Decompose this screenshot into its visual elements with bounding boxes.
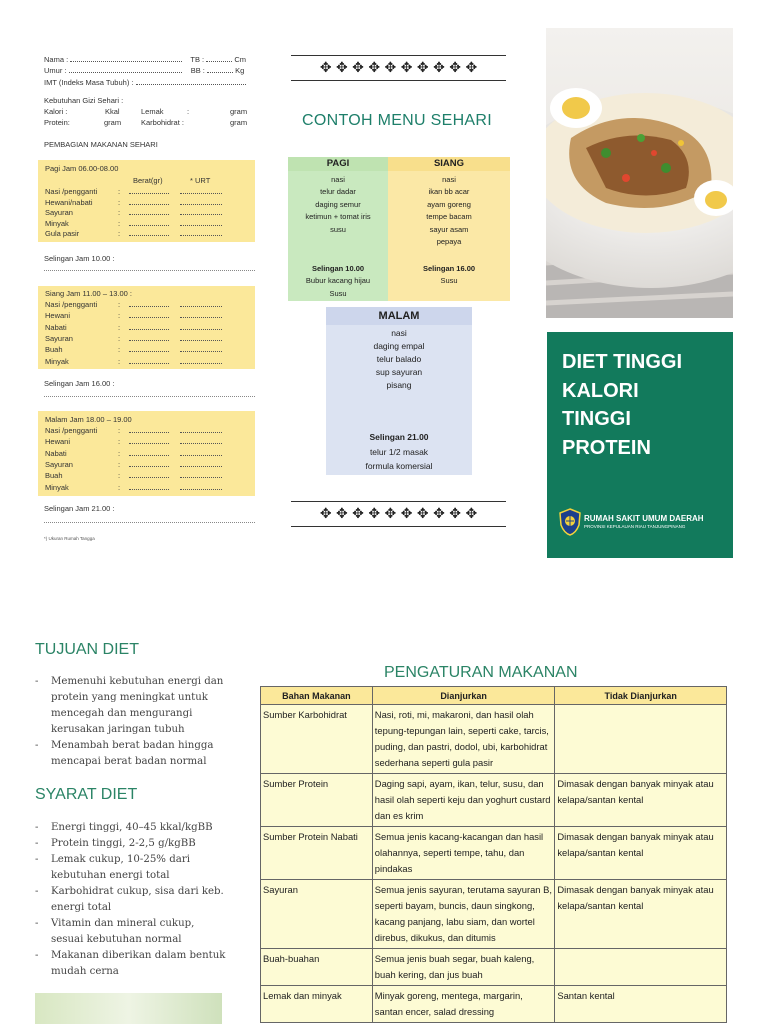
malam-selingan-item: formula komersial <box>365 461 433 471</box>
table-cell: Nasi, roti, mi, makaroni, dan hasil olah tepung-tepungan lain, seperti cake, tarcis, puding, dan pastri, dodol, ubi, karbohidrat sederhana seperti gula pasir <box>372 705 555 774</box>
cover-title-line: DIET TINGGI <box>562 351 682 373</box>
pengaturan-title: PENGATURAN MAKANAN <box>384 664 578 681</box>
table-cell: Semua jenis buah segar, buah kaleng, buah kering, dan jus buah <box>372 949 555 986</box>
table-cell: Sumber Protein Nabati <box>261 827 373 880</box>
siang-item-colon: : <box>118 356 121 366</box>
malam-urt-field[interactable] <box>180 426 222 435</box>
siang-berat-field[interactable] <box>129 357 169 366</box>
siang-urt-field[interactable] <box>180 334 222 343</box>
umur-label: Umur : <box>44 66 67 75</box>
tb-label: TB : <box>190 55 205 64</box>
pagi-urt-field[interactable] <box>180 219 222 228</box>
pagi-item-colon: : <box>118 208 121 217</box>
table-cell: Sayuran <box>261 880 373 949</box>
table-header-cell: Dianjurkan <box>372 687 555 705</box>
selingan-21-field[interactable] <box>44 522 255 523</box>
syarat-title: SYARAT DIET <box>35 786 138 803</box>
ornament-bottom: ✥ ✥ ✥ ✥ ✥ ✥ ✥ ✥ ✥ ✥ <box>291 501 506 527</box>
pagi-menu-list <box>288 174 388 236</box>
malam-item-colon: : <box>118 482 121 492</box>
pagi-berat-field[interactable] <box>129 208 169 217</box>
siang-item-label: Buah <box>45 345 63 355</box>
cover-panel <box>547 332 733 558</box>
table-header-row <box>261 687 727 705</box>
table-cell: Dimasak dengan banyak minyak atau kelapa/santan kental <box>555 774 727 827</box>
pagi-berat-field[interactable] <box>129 198 169 207</box>
malam-berat-field[interactable] <box>129 449 169 458</box>
table-header-cell: Bahan Makanan <box>261 687 373 705</box>
imt-label: IMT (Indeks Masa Tubuh) : <box>44 78 134 87</box>
siang-item-colon: : <box>118 345 121 355</box>
lemak-colon: : <box>187 107 190 116</box>
table-cell: Lemak dan minyak <box>261 986 373 1023</box>
malam-title: Malam Jam 18.00 – 19.00 <box>45 415 132 424</box>
cover-title <box>562 348 682 462</box>
pagi-item-colon: : <box>118 197 121 207</box>
lemak-label: Lemak <box>141 107 164 116</box>
selingan-21-label: Selingan Jam 21.00 : <box>44 504 115 513</box>
malam-item-label: Minyak <box>45 482 69 492</box>
siang-block <box>38 286 255 369</box>
protein-label: Protein: <box>44 118 70 127</box>
table-cell: Dimasak dengan banyak minyak atau kelapa/santan kental <box>555 880 727 949</box>
malam-menu-list <box>326 327 472 392</box>
karbohidrat-unit: gram <box>230 118 248 127</box>
tujuan-item: - Menambah berat badan hingga mencapai berat badan normal <box>35 738 230 770</box>
hospital-name: RUMAH SAKIT UMUM DAERAH <box>584 514 704 523</box>
porridge-bowl-image <box>546 28 733 318</box>
malam-urt-field[interactable] <box>180 437 222 446</box>
malam-item-colon: : <box>118 471 121 481</box>
pagi-selingan-items <box>288 275 388 300</box>
table-cell: Daging sapi, ayam, ikan, telur, susu, dan hasil olah seperti keju dan yoghurt custard dan es krim <box>372 774 555 827</box>
pagi-menu-item: susu <box>330 224 346 234</box>
pagi-item-colon: : <box>118 187 121 196</box>
table-row <box>261 705 727 774</box>
table-row <box>261 949 727 986</box>
malam-berat-field[interactable] <box>129 426 169 435</box>
table-cell: Semua jenis sayuran, terutama sayuran B, seperti bayam, buncis, daun singkong, kacang panjang, labu siam, dan wortel direbus, dikukus, dan ditumis <box>372 880 555 949</box>
cover-title-line: TINGGI <box>562 408 631 430</box>
malam-item-label: Hewani <box>45 437 71 447</box>
siang-item-label: Nasi /pengganti <box>45 300 98 309</box>
siang-menu-list <box>388 174 510 248</box>
siang-menu-item: ayam goreng <box>427 199 471 209</box>
table-row <box>261 827 727 880</box>
pagi-item-label: Minyak <box>45 218 69 228</box>
nama-field[interactable] <box>70 55 182 62</box>
berat-header: Berat(gr) <box>133 176 163 185</box>
siang-berat-field[interactable] <box>129 300 169 309</box>
malam-block <box>38 411 255 496</box>
selingan-10-label: Selingan Jam 10.00 : <box>44 254 115 263</box>
siang-selingan-item: Susu <box>440 276 458 286</box>
pagi-header: PAGI <box>288 157 388 171</box>
urt-header: * URT <box>190 176 211 185</box>
malam-item-colon: : <box>118 459 121 469</box>
siang-urt-field[interactable] <box>180 345 222 354</box>
pagi-selingan-item: Susu <box>329 288 347 298</box>
siang-menu-item: pepaya <box>436 237 462 247</box>
siang-item-colon: : <box>118 300 121 309</box>
protein-row <box>44 118 259 127</box>
siang-item-colon: : <box>118 322 121 332</box>
siang-selingan-items <box>388 275 510 287</box>
siang-title: Siang Jam 11.00 – 13.00 : <box>45 289 133 298</box>
malam-item-colon: : <box>118 426 121 435</box>
protein-unit: gram <box>104 118 122 127</box>
siang-menu-item: ikan bb acar <box>428 187 470 197</box>
syarat-item: - Protein tinggi, 2-2,5 g/kgBB <box>35 836 230 852</box>
malam-menu-item: pisang <box>386 380 412 390</box>
malam-berat-field[interactable] <box>129 460 169 469</box>
pagi-selingan-item: Bubur kacang hijau <box>305 276 371 286</box>
malam-urt-field[interactable] <box>180 449 222 458</box>
siang-berat-field[interactable] <box>129 323 169 332</box>
table-cell <box>555 705 727 774</box>
siang-item-label: Sayuran <box>45 333 73 343</box>
tujuan-list <box>35 674 230 770</box>
cover-title-line: KALORI <box>562 379 639 402</box>
malam-item-label: Sayuran <box>45 459 73 469</box>
pagi-block <box>38 160 255 242</box>
malam-menu-item: sup sayuran <box>375 367 423 377</box>
siang-item-colon: : <box>118 311 121 321</box>
menu-title: CONTOH MENU SEHARI <box>302 112 493 129</box>
malam-item-label: Buah <box>45 471 63 481</box>
syarat-item: - Energi tinggi, 40–45 kkal/kgBB <box>35 820 230 836</box>
malam-item-colon: : <box>118 437 121 447</box>
table-body <box>261 705 727 1023</box>
pagi-item-label: Sayuran <box>45 208 73 217</box>
tb-field[interactable] <box>206 55 232 62</box>
malam-urt-field[interactable] <box>180 483 222 492</box>
syarat-item: - Karbohidrat cukup, sisa dari keb. energi total <box>35 884 230 916</box>
malam-urt-field[interactable] <box>180 471 222 480</box>
kkal-unit: Kkal <box>105 107 120 116</box>
province-name: PROVINSI KEPULAUAN RIAU TANJUNGPINANG <box>584 524 686 529</box>
selingan-16-label: Selingan Jam 16.00 : <box>44 379 115 388</box>
pagi-urt-field[interactable] <box>180 198 222 207</box>
table-cell: Semua jenis kacang-kacangan dan hasil olahannya, seperti tempe, tahu, dan pindakas <box>372 827 555 880</box>
pagi-urt-field[interactable] <box>180 229 222 238</box>
siang-urt-field[interactable] <box>180 300 222 309</box>
siang-berat-field[interactable] <box>129 334 169 343</box>
syarat-item: - Lemak cukup, 10-25% dari kebutuhan energi total <box>35 852 230 884</box>
table-cell: Sumber Protein <box>261 774 373 827</box>
tujuan-title: TUJUAN DIET <box>35 641 139 658</box>
nama-row <box>44 55 246 64</box>
pagi-item-label: Gula pasir <box>45 229 80 238</box>
urt-footnote: *) Ukuran Rumah Tangga <box>44 536 95 541</box>
malam-selingan <box>326 430 472 474</box>
malam-menu-item: telur balado <box>376 354 422 364</box>
siang-urt-field[interactable] <box>180 311 222 320</box>
selingan-10-field[interactable] <box>44 270 255 271</box>
bb-field[interactable] <box>207 66 233 73</box>
malam-selingan-item: telur 1/2 masak <box>369 446 429 457</box>
pagi-menu-item: ketimun + tomat iris <box>305 212 371 222</box>
imt-field[interactable] <box>136 78 246 85</box>
lemak-unit: gram <box>230 107 248 116</box>
pagi-menu-item: daging semur <box>315 199 361 209</box>
pengaturan-table <box>260 686 727 1023</box>
siang-menu-item: tempe bacam <box>426 212 472 222</box>
table-cell <box>555 949 727 986</box>
kalori-label: Kalori : <box>44 107 68 116</box>
siang-urt-field[interactable] <box>180 357 222 366</box>
table-cell: Buah-buahan <box>261 949 373 986</box>
bb-unit: Kg <box>235 66 245 75</box>
siang-item-label: Minyak <box>45 356 69 366</box>
siang-menu-item: sayur asam <box>429 224 469 234</box>
siang-selingan-title: Selingan 16.00 <box>422 264 476 273</box>
syarat-item: - Makanan diberikan dalam bentuk mudah cerna <box>35 948 230 980</box>
pagi-item-colon: : <box>118 218 121 228</box>
karbohidrat-label: Karbohidrat : <box>141 118 184 127</box>
kebutuhan-title: Kebutuhan Gizi Sehari : <box>44 96 124 105</box>
selingan-16-field[interactable] <box>44 396 255 397</box>
pagi-selingan <box>288 263 388 300</box>
siang-header: SIANG <box>388 157 510 171</box>
siang-item-label: Hewani <box>45 311 71 321</box>
malam-menu-item: nasi <box>391 328 407 338</box>
pagi-berat-field[interactable] <box>129 229 169 238</box>
table-cell: Santan kental <box>555 986 727 1023</box>
siang-menu-item: nasi <box>442 175 456 184</box>
food-photo <box>546 28 733 318</box>
table-cell: Minyak goreng, mentega, margarin, santan encer, salad dressing <box>372 986 555 1023</box>
pagi-urt-field[interactable] <box>180 187 222 196</box>
siang-selingan <box>388 263 510 288</box>
malam-menu-item: daging empal <box>373 341 425 351</box>
province-emblem-icon <box>559 508 581 536</box>
pagi-item-label: Hewani/nabati <box>45 197 93 207</box>
siang-berat-field[interactable] <box>129 345 169 354</box>
malam-item-label: Nasi /pengganti <box>45 426 98 435</box>
malam-berat-field[interactable] <box>129 437 169 446</box>
table-row <box>261 986 727 1023</box>
tb-unit: Cm <box>234 55 246 64</box>
malam-berat-field[interactable] <box>129 483 169 492</box>
pembagian-title: PEMBAGIAN MAKANAN SEHARI <box>44 140 158 149</box>
pagi-selingan-title: Selingan 10.00 <box>311 264 365 273</box>
pagi-berat-field[interactable] <box>129 219 169 228</box>
siang-urt-field[interactable] <box>180 323 222 332</box>
nama-label: Nama : <box>44 55 69 64</box>
pagi-menu-item: nasi <box>331 175 345 184</box>
kalori-row <box>44 107 259 116</box>
malam-item-colon: : <box>118 448 121 458</box>
pagi-item-colon: : <box>118 229 121 238</box>
malam-selingan-items <box>326 445 472 474</box>
pagi-menu-item: telur dadar <box>320 187 356 197</box>
malam-urt-field[interactable] <box>180 460 222 469</box>
tujuan-item: - Memenuhi kebutuhan energi dan protein yang meningkat untuk mencegah dan mengurangi kerusakan jaringan tubuh <box>35 674 230 738</box>
syarat-list <box>35 820 230 980</box>
syarat-item: - Vitamin dan mineral cukup, sesuai kebutuhan normal <box>35 916 230 948</box>
table-row <box>261 880 727 949</box>
table-header-cell: Tidak Dianjurkan <box>555 687 727 705</box>
siang-item-label: Nabati <box>45 322 67 332</box>
malam-item-label: Nabati <box>45 448 67 458</box>
leaf-photo <box>35 993 222 1024</box>
pagi-urt-field[interactable] <box>180 208 222 217</box>
table-row <box>261 774 727 827</box>
table-cell: Sumber Karbohidrat <box>261 705 373 774</box>
siang-berat-field[interactable] <box>129 311 169 320</box>
imt-row <box>44 78 246 87</box>
table-cell: Dimasak dengan banyak minyak atau kelapa/santan kental <box>555 827 727 880</box>
cover-title-line: PROTEIN <box>562 436 651 459</box>
siang-item-colon: : <box>118 333 121 343</box>
pagi-title: Pagi Jam 06.00-08.00 <box>45 164 119 173</box>
pagi-item-label: Nasi /pengganti <box>45 187 98 196</box>
pagi-berat-field[interactable] <box>129 187 169 196</box>
malam-berat-field[interactable] <box>129 471 169 480</box>
umur-field[interactable] <box>69 66 182 73</box>
ornament-top: ✥ ✥ ✥ ✥ ✥ ✥ ✥ ✥ ✥ ✥ <box>291 55 506 81</box>
malam-header: MALAM <box>326 307 472 325</box>
bb-label: BB : <box>190 66 205 75</box>
malam-selingan-title: Selingan 21.00 <box>369 432 429 442</box>
umur-row <box>44 66 244 75</box>
